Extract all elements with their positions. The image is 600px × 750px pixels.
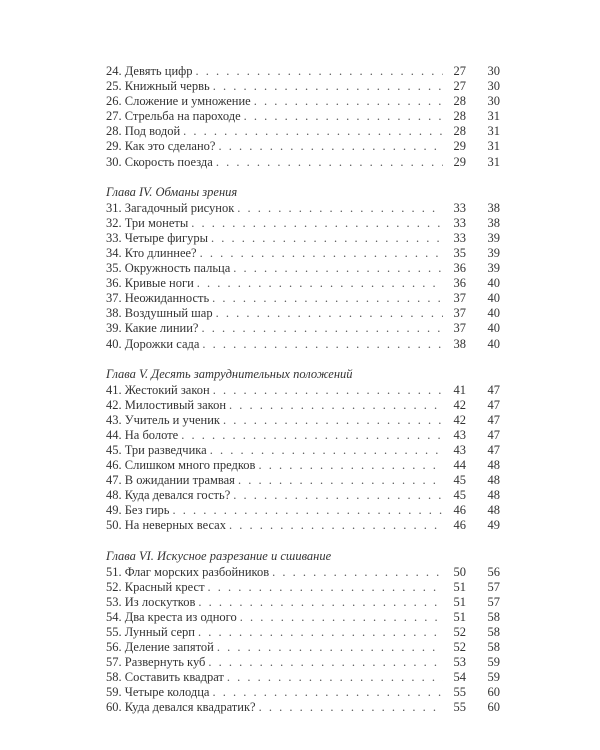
answer-page-number: 57 — [487, 594, 500, 609]
page-number: 51 — [453, 579, 466, 594]
dot-leader — [216, 155, 443, 170]
dot-leader — [213, 79, 443, 94]
entry-title: 39. Какие линии? — [106, 321, 199, 336]
dot-leader — [223, 413, 443, 428]
dot-leader — [233, 488, 443, 503]
dot-leader — [259, 700, 443, 715]
answer-page-number: 47 — [487, 427, 500, 442]
entry-title: 50. На неверных весах — [106, 518, 226, 533]
entry-title: 60. Куда девался квадратик? — [106, 700, 256, 715]
answer-page-number: 40 — [487, 276, 500, 291]
toc-entry — [100, 124, 500, 139]
toc-entry — [100, 216, 500, 231]
toc-entry — [100, 94, 500, 109]
toc-entry — [100, 473, 500, 488]
page-number: 33 — [453, 230, 466, 245]
page-number: 33 — [453, 215, 466, 230]
page-number: 42 — [453, 397, 466, 412]
page-number: 41 — [453, 382, 466, 397]
toc-entry — [100, 201, 500, 216]
answer-page-number: 31 — [487, 139, 500, 154]
answer-page-number: 48 — [487, 488, 500, 503]
entry-title: 27. Стрельба на пароходе — [106, 109, 241, 124]
toc-entry — [100, 246, 500, 261]
dot-leader — [258, 458, 443, 473]
entry-title: 32. Три монеты — [106, 215, 189, 230]
page-number: 36 — [453, 261, 466, 276]
toc-entry — [100, 700, 500, 715]
toc-entry — [100, 139, 500, 154]
toc-entry — [100, 321, 500, 336]
toc-entry — [100, 64, 500, 79]
dot-leader — [238, 473, 443, 488]
answer-page-number: 59 — [487, 670, 500, 685]
entry-title: 26. Сложение и умножение — [106, 94, 251, 109]
answer-page-number: 39 — [487, 230, 500, 245]
dot-leader — [198, 595, 443, 610]
toc-entry — [100, 503, 500, 518]
answer-page-number: 60 — [487, 700, 500, 715]
dot-leader — [191, 216, 443, 231]
entry-title: 36. Кривые ноги — [106, 276, 194, 291]
entry-title: 48. Куда девался гость? — [106, 488, 231, 503]
dot-leader — [208, 655, 443, 670]
entry-title: 43. Учитель и ученик — [106, 412, 221, 427]
answer-page-number: 56 — [487, 564, 500, 579]
page-number: 51 — [453, 594, 466, 609]
page-number: 28 — [453, 124, 466, 139]
dot-leader — [216, 306, 443, 321]
toc-section — [100, 185, 500, 352]
toc-entry — [100, 109, 500, 124]
toc-entry — [100, 655, 500, 670]
entry-title: 35. Окружность пальца — [106, 261, 231, 276]
answer-page-number: 30 — [487, 94, 500, 109]
dot-leader — [210, 443, 443, 458]
answer-page-number: 30 — [487, 64, 500, 78]
page-number: 37 — [453, 306, 466, 321]
entry-title: 58. Составить квадрат — [106, 670, 224, 685]
toc-entry — [100, 458, 500, 473]
toc-entry — [100, 276, 500, 291]
answer-page-number: 39 — [487, 261, 500, 276]
page-number: 28 — [453, 109, 466, 124]
toc-entry — [100, 306, 500, 321]
dot-leader — [218, 139, 443, 154]
page-number: 29 — [453, 154, 466, 169]
toc-entry — [100, 565, 500, 580]
table-of-contents — [100, 64, 500, 730]
dot-leader — [237, 201, 443, 216]
dot-leader — [227, 670, 443, 685]
page-number: 44 — [453, 458, 466, 473]
answer-page-number: 39 — [487, 245, 500, 260]
answer-page-number: 38 — [487, 215, 500, 230]
page-number: 37 — [453, 321, 466, 336]
toc-entry — [100, 488, 500, 503]
answer-page-number: 59 — [487, 655, 500, 670]
dot-leader — [183, 124, 443, 139]
page-number: 46 — [453, 503, 466, 518]
toc-entry — [100, 383, 500, 398]
dot-leader — [240, 610, 443, 625]
entry-title: 34. Кто длиннее? — [106, 245, 197, 260]
page-number: 37 — [453, 291, 466, 306]
dot-leader — [229, 398, 443, 413]
page-number: 38 — [453, 336, 466, 351]
page-number: 35 — [453, 245, 466, 260]
entry-title: 46. Слишком много предков — [106, 458, 256, 473]
answer-page-number: 31 — [487, 124, 500, 139]
toc-entry — [100, 685, 500, 700]
page-number: 51 — [453, 609, 466, 624]
answer-page-number: 40 — [487, 321, 500, 336]
dot-leader — [201, 321, 443, 336]
answer-page-number: 48 — [487, 473, 500, 488]
entry-title: 56. Деление запятой — [106, 640, 214, 654]
entry-title: 47. В ожидании трамвая — [106, 473, 235, 488]
answer-page-number: 58 — [487, 640, 500, 654]
answer-page-number: 58 — [487, 624, 500, 639]
entry-title: 41. Жестокий закон — [106, 382, 210, 397]
dot-leader — [211, 231, 443, 246]
toc-entry — [100, 580, 500, 595]
dot-leader — [200, 246, 443, 261]
toc-entry — [100, 595, 500, 610]
dot-leader — [202, 337, 443, 352]
toc-entry — [100, 231, 500, 246]
toc-entry — [100, 337, 500, 352]
toc-entry — [100, 670, 500, 685]
toc-section — [100, 549, 500, 716]
dot-leader — [198, 625, 443, 640]
toc-section — [100, 64, 500, 170]
page-number: 53 — [453, 655, 466, 670]
toc-entry — [100, 291, 500, 306]
entry-title: 38. Воздушный шар — [106, 306, 213, 321]
answer-page-number: 48 — [487, 503, 500, 518]
page-number: 45 — [453, 488, 466, 503]
toc-entry — [100, 518, 500, 533]
toc-entry — [100, 428, 500, 443]
toc-entry — [100, 398, 500, 413]
answer-page-number: 40 — [487, 336, 500, 351]
dot-leader — [217, 640, 443, 655]
answer-page-number: 58 — [487, 609, 500, 624]
chapter-heading: Глава VI. Искусное разрезание и сшивание — [106, 548, 332, 563]
dot-leader — [213, 383, 443, 398]
answer-page-number: 31 — [487, 154, 500, 169]
entry-title: 25. Книжный червь — [106, 79, 210, 94]
page-number: 54 — [453, 670, 466, 685]
answer-page-number: 38 — [487, 200, 500, 215]
toc-entry — [100, 261, 500, 276]
entry-title: 28. Под водой — [106, 124, 181, 139]
dot-leader — [197, 276, 443, 291]
dot-leader — [208, 580, 443, 595]
answer-page-number: 47 — [487, 412, 500, 427]
entry-title: 24. Девять цифр — [106, 64, 193, 78]
page-number: 29 — [453, 139, 466, 154]
toc-entry — [100, 625, 500, 640]
entry-title: 42. Милостивый закон — [106, 397, 227, 412]
entry-title: 57. Развернуть куб — [106, 655, 206, 670]
entry-title: 31. Загадочный рисунок — [106, 200, 235, 215]
dot-leader — [212, 291, 443, 306]
page-number: 36 — [453, 276, 466, 291]
dot-leader — [195, 64, 443, 79]
answer-page-number: 40 — [487, 306, 500, 321]
dot-leader — [272, 565, 443, 580]
entry-title: 59. Четыре колодца — [106, 685, 210, 700]
toc-entry — [100, 610, 500, 625]
page-number: 52 — [453, 624, 466, 639]
toc-entry — [100, 443, 500, 458]
entry-title: 30. Скорость поезда — [106, 154, 213, 169]
entry-title: 40. Дорожки сада — [106, 336, 200, 351]
entry-title: 29. Как это сделано? — [106, 139, 216, 154]
entry-title: 49. Без гирь — [106, 503, 170, 518]
entry-title: 51. Флаг морских разбойников — [106, 564, 270, 579]
page-number: 28 — [453, 94, 466, 109]
answer-page-number: 47 — [487, 442, 500, 457]
page-number: 43 — [453, 442, 466, 457]
entry-title: 55. Лунный серп — [106, 624, 195, 639]
toc-section — [100, 367, 500, 534]
answer-page-number: 49 — [487, 518, 500, 533]
entry-title: 52. Красный крест — [106, 579, 205, 594]
toc-entry — [100, 155, 500, 170]
dot-leader — [172, 503, 443, 518]
page-number: 42 — [453, 412, 466, 427]
page-number: 33 — [453, 200, 466, 215]
entry-title: 37. Неожиданность — [106, 291, 210, 306]
answer-page-number: 30 — [487, 79, 500, 94]
page-number: 52 — [453, 640, 466, 654]
dot-leader — [233, 261, 443, 276]
toc-entry — [100, 640, 500, 655]
page-number: 55 — [453, 685, 466, 700]
chapter-heading: Глава V. Десять затруднительных положений — [106, 366, 353, 381]
answer-page-number: 47 — [487, 382, 500, 397]
answer-page-number: 60 — [487, 685, 500, 700]
entry-title: 54. Два креста из одного — [106, 609, 237, 624]
toc-entry — [100, 79, 500, 94]
entry-title: 45. Три разведчика — [106, 442, 207, 457]
dot-leader — [244, 109, 443, 124]
page-number: 27 — [453, 64, 466, 78]
answer-page-number: 57 — [487, 579, 500, 594]
entry-title: 44. На болоте — [106, 427, 179, 442]
page-number: 27 — [453, 79, 466, 94]
dot-leader — [254, 94, 443, 109]
page-number: 55 — [453, 700, 466, 715]
page-number: 46 — [453, 518, 466, 533]
dot-leader — [229, 518, 443, 533]
page-number: 50 — [453, 564, 466, 579]
answer-page-number: 47 — [487, 397, 500, 412]
entry-title: 33. Четыре фигуры — [106, 230, 209, 245]
toc-entry — [100, 413, 500, 428]
entry-title: 53. Из лоскутков — [106, 594, 196, 609]
page-number: 45 — [453, 473, 466, 488]
answer-page-number: 31 — [487, 109, 500, 124]
dot-leader — [212, 685, 443, 700]
answer-page-number: 40 — [487, 291, 500, 306]
dot-leader — [181, 428, 443, 443]
answer-page-number: 48 — [487, 458, 500, 473]
chapter-heading: Глава IV. Обманы зрения — [106, 184, 238, 199]
page-number: 43 — [453, 427, 466, 442]
